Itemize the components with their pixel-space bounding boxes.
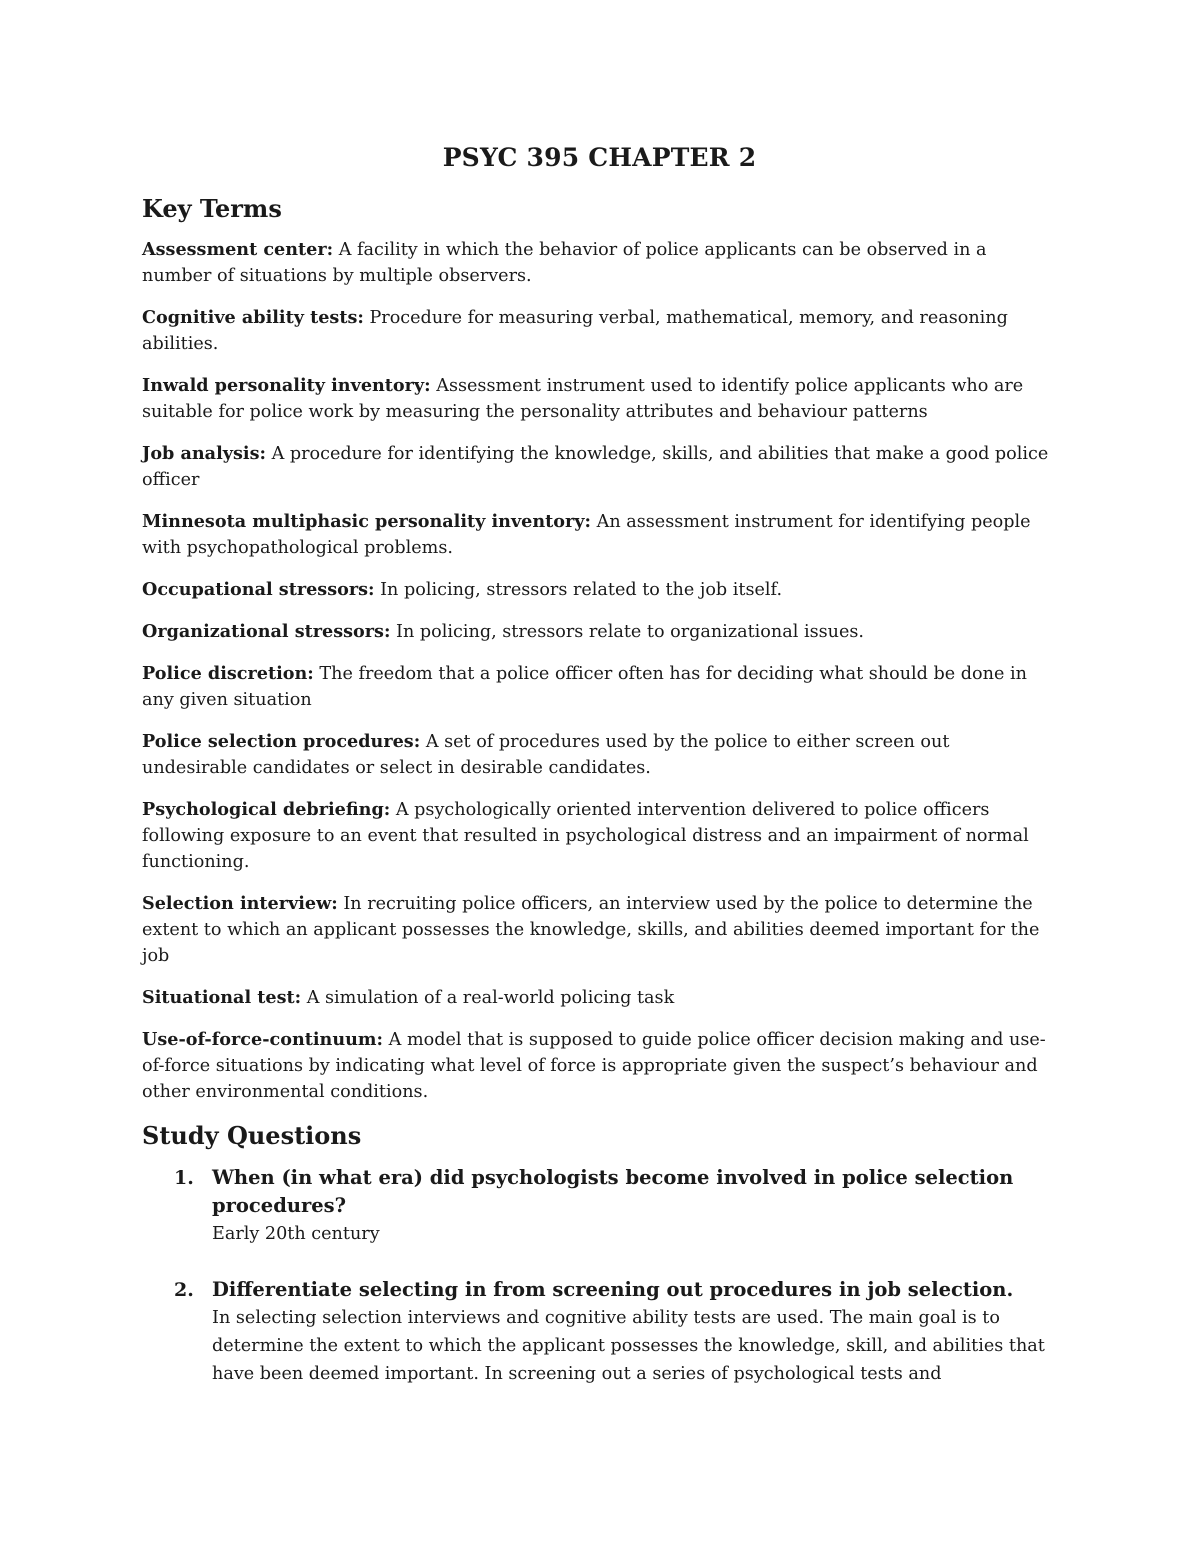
term-definition: A set of procedures used by the police to either screen out undesirable candidates or select in desirable candidates. <box>142 732 950 778</box>
question-text: When (in what era) did psychologists become involved in police selection procedures? <box>212 1166 1014 1217</box>
term-name: Minnesota multiphasic personality inventory <box>142 511 585 532</box>
term-name: Occupational stressors <box>142 579 369 600</box>
term-definition: Assessment instrument used to identify police applicants who are suitable for police work by measuring the personality attributes and behaviour patterns <box>142 376 1024 422</box>
term-entry: Selection interview: In recruiting police officers, an interview used by the police to determine the extent to which an applicant possesses the knowledge, skills, and abilities deemed important for the job <box>142 893 1040 966</box>
term-name: Police discretion <box>142 663 308 684</box>
question-number: 1. <box>174 1167 194 1189</box>
term-name: Assessment center <box>142 239 327 260</box>
term-entry: Police discretion: The freedom that a police officer often has for deciding what should be done in any given situation <box>142 663 1027 710</box>
term-definition: A psychologically oriented intervention delivered to police officers following exposure to an event that resulted in psychological distress and an impairment of normal functioning. <box>142 800 1029 872</box>
term-definition: The freedom that a police officer often has for deciding what should be done in any given situation <box>142 664 1027 710</box>
question-number: 2. <box>174 1279 194 1301</box>
term-entry: Assessment center: A facility in which the behavior of police applicants can be observed in a number of situations by multiple observers. <box>142 239 987 286</box>
term-entry: Minnesota multiphasic personality inventory: An assessment instrument for identifying people with psychopathological problems. <box>142 511 1031 558</box>
term-name: Organizational stressors <box>142 621 384 642</box>
term-definition: In policing, stressors relate to organizational issues. <box>396 622 864 642</box>
term-definition: A facility in which the behavior of police applicants can be observed in a number of situations by multiple observers. <box>142 240 987 286</box>
study-questions-heading: Study Questions <box>142 1121 362 1150</box>
study-question <box>142 1276 1057 1388</box>
page-title: PSYC 395 CHAPTER 2 <box>442 143 757 172</box>
term-entry: Psychological debriefing: A psychologically oriented intervention delivered to police officers following exposure to an event that resulted in psychological distress and an impairment of normal functioning. <box>142 799 1029 872</box>
term-name: Selection interview <box>142 893 332 914</box>
term-definition: A model that is supposed to guide police officer decision making and use-of-force situations by indicating what level of force is appropriate given the suspect’s behaviour and other environmental conditions. <box>142 1030 1046 1102</box>
term-definition: An assessment instrument for identifying people with psychopathological problems. <box>142 512 1031 558</box>
key-terms-heading: Key Terms <box>142 194 282 223</box>
question-answer: In selecting selection interviews and cognitive ability tests are used. The main goal is to determine the extent to which the applicant possesses the knowledge, skill, and abilities that have been deemed important. In screening out a series of psychological tests and <box>212 1308 1045 1384</box>
term-definition: In policing, stressors related to the job itself. <box>380 580 783 600</box>
term-entry: Inwald personality inventory: Assessment instrument used to identify police applicants who are suitable for police work by measuring the personality attributes and behaviour patterns <box>142 375 1024 422</box>
term-name: Use-of-force-continuum <box>142 1029 377 1050</box>
term-entry: Occupational stressors: In policing, stressors related to the job itself. <box>142 579 783 600</box>
question-answer: Early 20th century <box>212 1224 380 1244</box>
study-questions-list <box>142 1164 1057 1388</box>
question-text: Differentiate selecting in from screening out procedures in job selection. <box>212 1278 1014 1301</box>
term-name: Job analysis <box>142 443 260 464</box>
term-definition: A simulation of a real-world policing task <box>306 988 675 1008</box>
term-definition: Procedure for measuring verbal, mathematical, memory, and reasoning abilities. <box>142 308 1008 354</box>
key-terms-list <box>142 237 1057 1105</box>
study-question <box>142 1164 1057 1248</box>
term-name: Situational test <box>142 987 295 1008</box>
term-definition: A procedure for identifying the knowledge, skills, and abilities that make a good police officer <box>142 444 1049 490</box>
term-entry: Organizational stressors: In policing, stressors relate to organizational issues. <box>142 621 864 642</box>
document-content <box>142 140 1057 1416</box>
term-name: Police selection procedures <box>142 731 414 752</box>
term-name: Psychological debriefing <box>142 799 384 820</box>
term-entry: Police selection procedures: A set of procedures used by the police to either screen out undesirable candidates or select in desirable candidates. <box>142 731 950 778</box>
term-entry: Situational test: A simulation of a real-world policing task <box>142 987 675 1008</box>
term-entry: Job analysis: A procedure for identifying the knowledge, skills, and abilities that make a good police officer <box>142 443 1049 490</box>
term-name: Inwald personality inventory <box>142 375 425 396</box>
term-name: Cognitive ability tests <box>142 307 358 328</box>
term-definition: In recruiting police officers, an interview used by the police to determine the extent to which an applicant possesses the knowledge, skills, and abilities deemed important for the job <box>142 894 1040 966</box>
term-entry: Cognitive ability tests: Procedure for measuring verbal, mathematical, memory, and reasoning abilities. <box>142 307 1008 354</box>
term-entry: Use-of-force-continuum: A model that is supposed to guide police officer decision making and use-of-force situations by indicating what level of force is appropriate given the suspect’s behaviour and other environmental conditions. <box>142 1029 1046 1102</box>
